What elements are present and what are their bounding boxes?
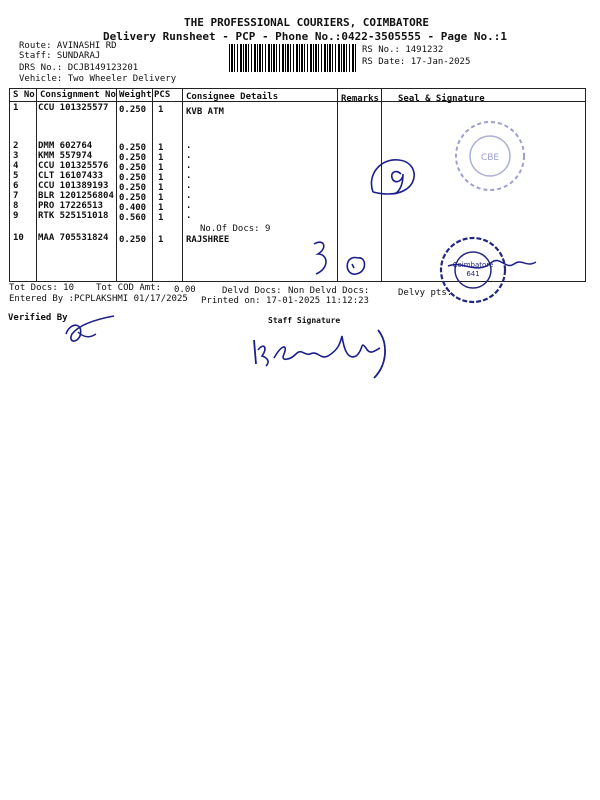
total-cod-label: Tot COD Amt: xyxy=(96,283,162,293)
table-row-consignment: CCU 101325576 xyxy=(38,161,109,171)
svg-text:CBE: CBE xyxy=(480,153,500,163)
table-row-consignment: MAA 705531824 xyxy=(38,233,109,243)
table-row-pcs: 1 xyxy=(158,235,164,245)
total-cod-value: 0.00 xyxy=(174,285,196,295)
svg-text:641: 641 xyxy=(466,270,480,278)
table-row-consignee: . xyxy=(186,151,192,161)
table-row-weight: 0.250 xyxy=(119,143,147,153)
staff-signature-icon xyxy=(248,320,448,384)
table-row-consignee: . xyxy=(186,181,192,191)
table-row-consignee: . xyxy=(186,171,192,181)
table-row-pcs: 1 xyxy=(158,213,164,223)
staff-signature-label: Staff Signature xyxy=(268,316,341,325)
table-row-pcs: 1 xyxy=(158,203,164,213)
vehicle-label: Vehicle: Two Wheeler Delivery xyxy=(19,74,177,84)
table-row-weight: 0.250 xyxy=(119,193,147,203)
company-stamp-faded-icon xyxy=(452,118,528,194)
runsheet-subtitle: Delivery Runsheet - PCP - Phone No.:0422-3505555 - Page No.:1 xyxy=(103,30,507,43)
table-row-sno: 7 xyxy=(13,191,19,201)
col-header-consignment: Consignment No xyxy=(40,90,116,100)
barcode-icon xyxy=(229,44,357,72)
table-row-sno: 9 xyxy=(13,211,19,221)
staff-label: Staff: SUNDARAJ xyxy=(19,51,101,61)
handwritten-nine-icon xyxy=(365,150,425,200)
col-header-remarks: Remarks xyxy=(341,94,379,104)
entered-by: Entered By :PCPLAKSHMI 01/17/2025 xyxy=(9,294,188,304)
table-row-consignment: BLR 1201256804 xyxy=(38,191,114,201)
printed-on: Printed on: 17-01-2025 11:12:23 xyxy=(201,296,369,306)
col-header-sno: S No xyxy=(13,90,35,100)
table-row-weight: 0.250 xyxy=(119,163,147,173)
table-row-weight: 0.400 xyxy=(119,203,147,213)
table-row-consignment: CLT 16107433 xyxy=(38,171,104,181)
table-row-consignment: RTK 525151018 xyxy=(38,211,109,221)
table-row-sno: 2 xyxy=(13,141,19,151)
table-row-weight: 0.250 xyxy=(119,105,147,115)
rs-number: RS No.: 1491232 xyxy=(362,45,444,55)
table-row-sno: 10 xyxy=(13,233,24,243)
table-row-pcs: 1 xyxy=(158,173,164,183)
table-row-pcs: 1 xyxy=(158,143,164,153)
table-row-consignment: CCU 101389193 xyxy=(38,181,109,191)
table-row-weight: 0.250 xyxy=(119,153,147,163)
table-row-sno: 6 xyxy=(13,181,19,191)
table-row-pcs: 1 xyxy=(158,153,164,163)
table-row-sno: 4 xyxy=(13,161,19,171)
handwritten-ten-icon xyxy=(306,238,376,284)
total-docs: Tot Docs: 10 xyxy=(9,283,75,293)
non-delivered-docs-label: Non Delvd Docs: xyxy=(288,286,370,296)
table-row-sno: 3 xyxy=(13,151,19,161)
table-row-pcs: 1 xyxy=(158,163,164,173)
table-row-pcs: 1 xyxy=(158,105,164,115)
table-row-weight: 0.250 xyxy=(119,183,147,193)
table-row-weight: 0.250 xyxy=(119,173,147,183)
company-stamp-icon xyxy=(418,236,548,316)
verified-signature-icon xyxy=(62,312,122,348)
table-row-sno: 1 xyxy=(13,103,19,113)
table-row-consignee: . xyxy=(186,161,192,171)
table-row-weight: 0.560 xyxy=(119,213,147,223)
svg-text:Coimbatore: Coimbatore xyxy=(452,261,494,269)
table-row-consignee: . xyxy=(186,211,192,221)
table-row-consignee: RAJSHREE xyxy=(186,235,230,245)
table-row-consignee: KVB ATM xyxy=(186,107,224,117)
table-row-consignment: PRO 17226513 xyxy=(38,201,104,211)
table-row-pcs: 1 xyxy=(158,183,164,193)
no-of-docs: No.Of Docs: 9 xyxy=(200,224,271,234)
col-header-consignee: Consignee Details xyxy=(186,92,279,102)
table-row-weight: 0.250 xyxy=(119,235,147,245)
table-row-consignee: . xyxy=(186,141,192,151)
table-row-consignee: . xyxy=(186,191,192,201)
drs-number: DRS No.: DCJB149123201 xyxy=(19,63,139,73)
rs-date: RS Date: 17-Jan-2025 xyxy=(362,57,471,67)
table-row-consignment: CCU 101325577 xyxy=(38,103,109,113)
delivery-points-label: Delvy pts: xyxy=(398,288,453,298)
table-row-sno: 8 xyxy=(13,201,19,211)
route-label: Route: AVINASHI RD xyxy=(19,41,117,51)
table-row-consignment: KMM 557974 xyxy=(38,151,93,161)
table-row-sno: 5 xyxy=(13,171,19,181)
col-header-seal: Seal & Signature xyxy=(398,94,485,104)
table-row-pcs: 1 xyxy=(158,193,164,203)
table-row-consignment: DMM 602764 xyxy=(38,141,93,151)
company-title: THE PROFESSIONAL COURIERS, COIMBATORE xyxy=(184,16,430,29)
col-header-weight: Weight xyxy=(119,90,152,100)
verified-by-label: Verified By xyxy=(8,313,68,323)
col-header-pcs: PCS xyxy=(154,90,171,100)
delivered-docs-label: Delvd Docs: xyxy=(222,286,282,296)
table-row-consignee: . xyxy=(186,201,192,211)
